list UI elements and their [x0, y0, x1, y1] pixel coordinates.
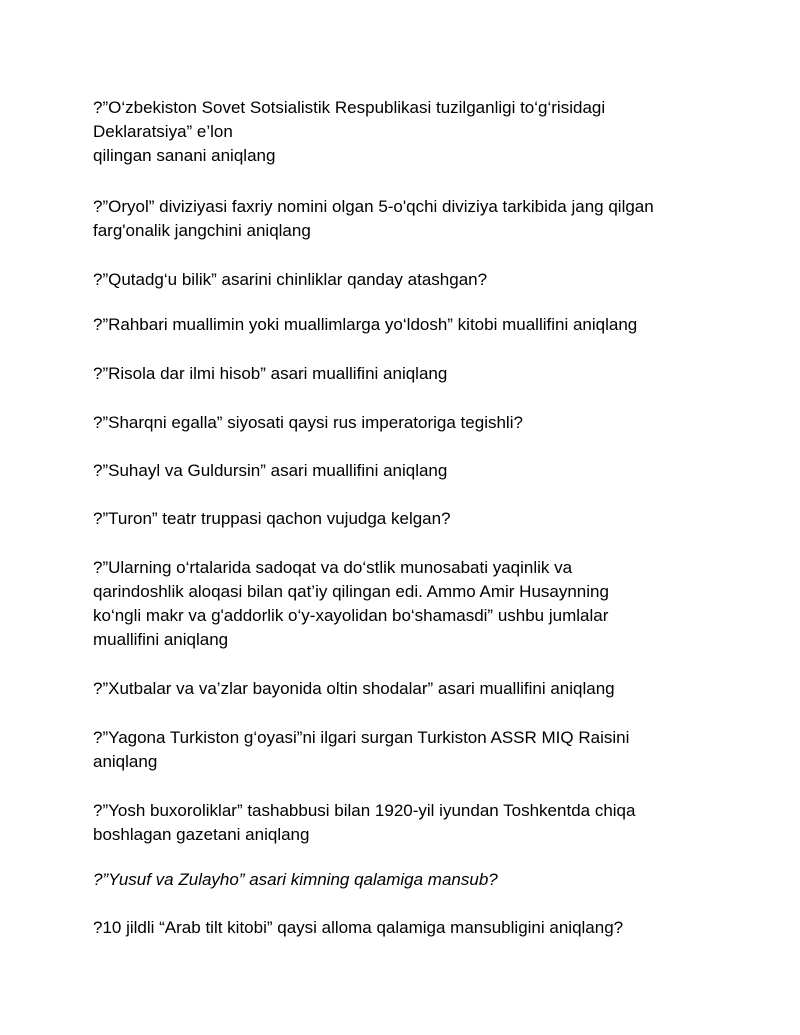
question-7-line-1: ?”Suhayl va Guldursin” asari muallifini aniqlang [93, 461, 448, 480]
question-4-line-1: ?”Rahbari muallimin yoki muallimlarga yo‘ldosh” kitobi muallifini aniqlang [93, 315, 638, 334]
question-5-line-1: ?”Risola dar ilmi hisob” asari muallifini aniqlang [93, 364, 448, 383]
question-9 [93, 556, 733, 652]
question-13 [93, 868, 733, 892]
question-9-line-2: qarindoshlik aloqasi bilan qat’iy qilingan edi. Ammo Amir Husaynning [93, 582, 609, 601]
question-1-line-3: qilingan sanani aniqlang [93, 146, 276, 165]
question-4 [93, 313, 733, 337]
question-1 [93, 96, 733, 168]
question-6-line-1: ?”Sharqni egalla” siyosati qaysi rus imperatoriga tegishli? [93, 413, 523, 432]
question-12-line-2: boshlagan gazetani aniqlang [93, 825, 310, 844]
question-6 [93, 411, 733, 435]
question-3 [93, 268, 733, 292]
question-14 [93, 916, 733, 940]
question-13-line-1: ?”Yusuf va Zulayho” asari kimning qalamiga mansub? [93, 870, 498, 889]
question-9-line-3: ko‘ngli makr va g'addorlik o‘y-xayolidan bo‘shamasdi” ushbu jumlalar [93, 606, 609, 625]
question-9-line-1: ?”Ularning o‘rtalarida sadoqat va do‘stlik munosabati yaqinlik va [93, 558, 573, 577]
question-11-line-2: aniqlang [93, 752, 158, 771]
question-8-line-1: ?”Turon” teatr truppasi qachon vujudga kelgan? [93, 509, 451, 528]
question-2-line-2: farg'onalik jangchini aniqlang [93, 221, 311, 240]
question-11 [93, 726, 733, 774]
question-14-line-1: ?10 jildli “Arab tilt kitobi” qaysi alloma qalamiga mansubligini aniqlang? [93, 918, 624, 937]
question-3-line-1: ?”Qutadg‘u bilik” asarini chinliklar qanday atashgan? [93, 270, 488, 289]
question-10 [93, 677, 733, 701]
question-1-line-2: Deklaratsiya” e’lon [93, 122, 233, 141]
question-2-line-1: ?”Oryol” diviziyasi faxriy nomini olgan 5-o'qchi diviziya tarkibida jang qilgan [93, 197, 654, 216]
question-8 [93, 507, 733, 531]
question-12-line-1: ?”Yosh buxoroliklar” tashabbusi bilan 1920-yil iyundan Toshkentda chiqa [93, 801, 636, 820]
question-5 [93, 362, 733, 386]
question-9-line-4: muallifini aniqlang [93, 630, 229, 649]
question-12 [93, 799, 733, 847]
question-1-line-1: ?”O‘zbekiston Sovet Sotsialistik Respublikasi tuzilganligi to‘g‘risidagi [93, 98, 606, 117]
question-10-line-1: ?”Xutbalar va va’zlar bayonida oltin shodalar” asari muallifini aniqlang [93, 679, 615, 698]
question-11-line-1: ?”Yagona Turkiston g‘oyasi”ni ilgari surgan Turkiston ASSR MIQ Raisini [93, 728, 630, 747]
question-7 [93, 459, 733, 483]
question-2 [93, 195, 733, 243]
